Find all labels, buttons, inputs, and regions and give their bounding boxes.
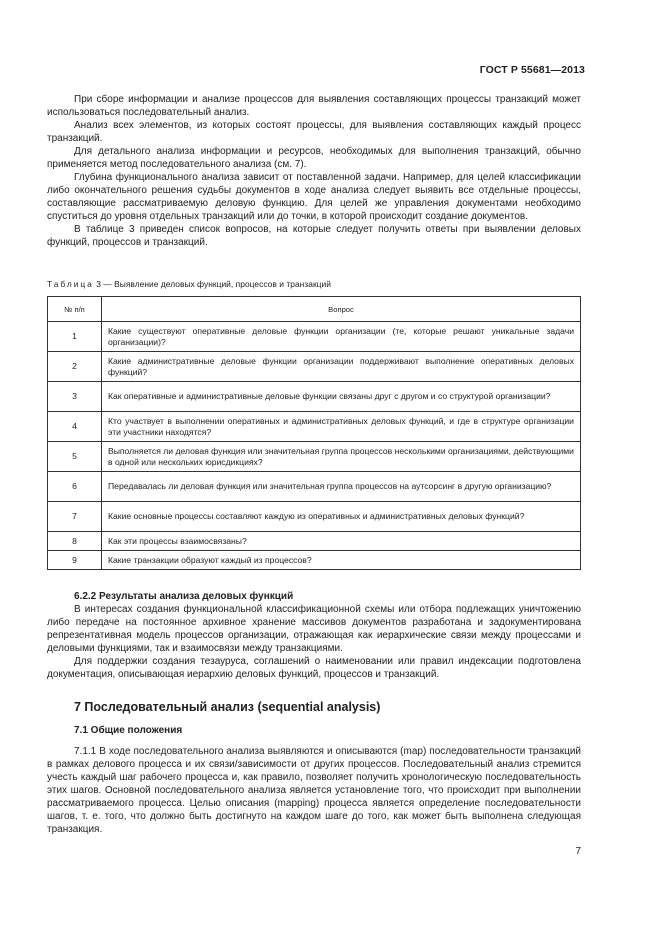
paragraph: Анализ всех элементов, из которых состоят процессы, для выявления составляющих каждый процесс транзакций. xyxy=(47,120,581,144)
row-question: Какие основные процессы составляют каждую из оперативных и административных деловых функций? xyxy=(102,502,581,532)
paragraph: При сборе информации и анализе процессов для выявления составляющих процессы транзакций может использоваться последовательный анализ. xyxy=(47,94,581,118)
chapter-heading: 7 Последовательный анализ (sequential analysis) xyxy=(74,700,381,714)
paragraph: В интересах создания функциональной классификационной схемы или отбора подлежащих уничтожению либо передаче на постоянное архивное хранение массивов документов разработана и задокументирована репрезентативная модель процессов организации, отражающая как иерархические связи между процессами и деловыми функциями, так и взаимосвязи между транзакциями. xyxy=(47,604,581,654)
row-question: Как эти процессы взаимосвязаны? xyxy=(102,532,581,551)
row-number: 7 xyxy=(48,502,102,532)
table-caption xyxy=(47,279,331,289)
table-row xyxy=(48,442,581,472)
paragraph: Для поддержки создания тезауруса, соглашений о наименовании или правил индексации подготовлена документация, описывающая иерархию деловых функций, процессов и транзакций. xyxy=(47,656,581,680)
paragraph: 7.1.1 В ходе последовательного анализа выявляются и описываются (map) последовательности транзакций в рамках делового процесса и их связи/зависимости от других процессов. Последовательный анализ стремится учесть каждый шаг рабочего процесса и, как правило, позволяет получить хронологическую последовательность этих шагов. Основной последовательного анализа является установление того, что происходит при выполнении рассматриваемого процесса. Целью описания (mapping) процесса является определение последовательности шагов, т. е. того, что должно быть достигнуто на каждом шаге до того, как может быть выполнена следующая транзакция. xyxy=(47,746,581,835)
row-question: Какие транзакции образуют каждый из процессов? xyxy=(102,551,581,570)
row-number: 8 xyxy=(48,532,102,551)
table-row xyxy=(48,551,581,570)
row-question: Кто участвует в выполнении оперативных и административных деловых функций, и где в структуре организации эти участники находятся? xyxy=(102,412,581,442)
section-heading: 6.2.2 Результаты анализа деловых функций xyxy=(74,591,294,602)
row-number: 2 xyxy=(48,352,102,382)
table-row xyxy=(48,532,581,551)
table-caption-prefix: Таблица xyxy=(47,279,94,289)
paragraph: Глубина функционального анализа зависит от поставленной задачи. Например, для целей классификации либо окончательного решения судьбы документов в ходе анализа следует выявить все отдельные процессы, составляющие рассматриваемую деловую функцию. Для целей же управления документами необходимо спуститься до уровня отдельных транзакций или до точки, в которой происходит создание документов. xyxy=(47,172,581,222)
paragraph: Для детального анализа информации и ресурсов, необходимых для выполнения транзакций, обычно применяется метод последовательного анализа (см. 7). xyxy=(47,146,581,170)
row-number: 4 xyxy=(48,412,102,442)
row-question: Как оперативные и административные деловые функции связаны друг с другом и со структурой организации? xyxy=(102,382,581,412)
row-number: 3 xyxy=(48,382,102,412)
row-number: 6 xyxy=(48,472,102,502)
section-7-1-1 xyxy=(47,745,581,836)
table-caption-title: 3 — Выявление деловых функций, процессов и транзакций xyxy=(93,279,331,289)
intro-text xyxy=(47,93,581,249)
table-row xyxy=(48,502,581,532)
column-header-number: № п/п xyxy=(48,297,102,322)
table-row xyxy=(48,382,581,412)
subsection-heading: 7.1 Общие положения xyxy=(74,725,183,736)
table-row xyxy=(48,322,581,352)
row-question: Выполняется ли деловая функция или значительная группа процессов несколькими организациями, действующими в одной или нескольких юрисдикциях? xyxy=(102,442,581,472)
row-question: Передавалась ли деловая функция или значительная группа процессов на аутсорсинг в другую организацию? xyxy=(102,472,581,502)
column-header-question: Вопрос xyxy=(102,297,581,322)
row-question: Какие административные деловые функции организации поддерживают выполнение оперативных деловых функций? xyxy=(102,352,581,382)
row-number: 9 xyxy=(48,551,102,570)
section-6-2-2 xyxy=(47,590,581,681)
row-number: 1 xyxy=(48,322,102,352)
paragraph: В таблице 3 приведен список вопросов, на которые следует получить ответы при выявлении деловых функций, процессов и транзакций. xyxy=(47,224,581,248)
questions-table xyxy=(47,296,581,570)
document-code: ГОСТ Р 55681—2013 xyxy=(479,64,585,76)
page-number: 7 xyxy=(575,846,581,857)
row-number: 5 xyxy=(48,442,102,472)
table-row xyxy=(48,352,581,382)
row-question: Какие существуют оперативные деловые функции организации (те, которые решают уникальные задачи организации)? xyxy=(102,322,581,352)
table-row xyxy=(48,472,581,502)
table-header-row xyxy=(48,297,581,322)
table-row xyxy=(48,412,581,442)
